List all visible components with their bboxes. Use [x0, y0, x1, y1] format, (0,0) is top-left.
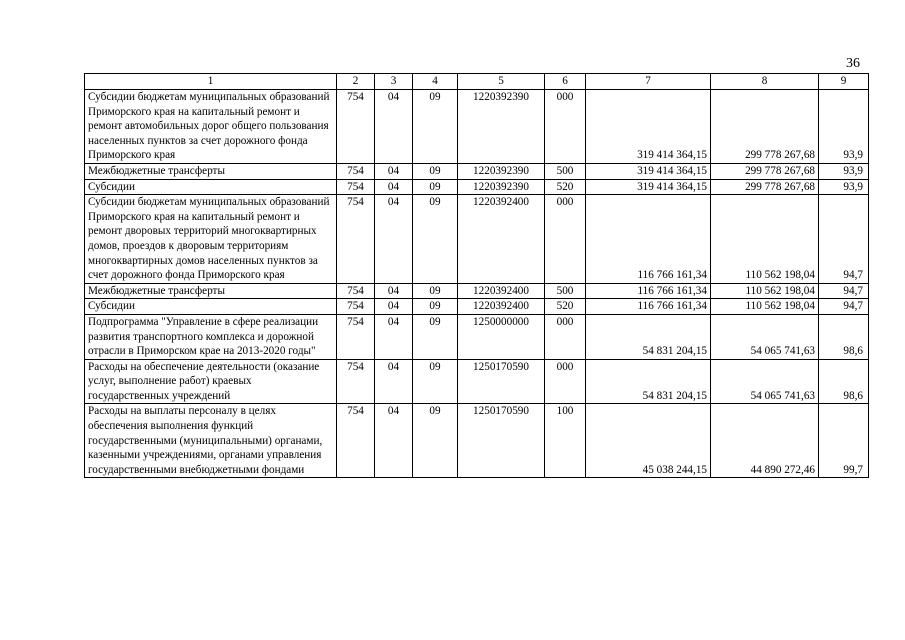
expense-type-code: 500: [545, 163, 586, 179]
planned-amount: 45 038 244,15: [586, 404, 711, 478]
table-row: [85, 299, 869, 315]
subsection-code: 09: [413, 195, 458, 284]
subsection-code: 09: [413, 299, 458, 315]
target-article-code: 1250170590: [458, 359, 545, 404]
execution-percent: 94,7: [819, 283, 869, 299]
table-row: [85, 359, 869, 404]
expense-type-code: 520: [545, 179, 586, 195]
planned-amount: 319 414 364,15: [586, 179, 711, 195]
header-row: [85, 74, 869, 90]
expense-type-code: 100: [545, 404, 586, 478]
section-code: 04: [375, 179, 413, 195]
section-code: 04: [375, 404, 413, 478]
ministry-code: 754: [337, 163, 375, 179]
subsection-code: 09: [413, 314, 458, 359]
table-row: [85, 195, 869, 284]
expense-type-code: 520: [545, 299, 586, 315]
column-header: 2: [337, 74, 375, 90]
target-article-code: 1220392400: [458, 195, 545, 284]
column-header: 7: [586, 74, 711, 90]
column-header: 1: [85, 74, 337, 90]
execution-percent: 93,9: [819, 90, 869, 164]
ministry-code: 754: [337, 404, 375, 478]
executed-amount: 110 562 198,04: [711, 299, 819, 315]
executed-amount: 299 778 267,68: [711, 179, 819, 195]
planned-amount: 319 414 364,15: [586, 163, 711, 179]
column-header: 5: [458, 74, 545, 90]
column-header: 6: [545, 74, 586, 90]
section-code: 04: [375, 283, 413, 299]
execution-percent: 93,9: [819, 163, 869, 179]
ministry-code: 754: [337, 359, 375, 404]
ministry-code: 754: [337, 90, 375, 164]
section-code: 04: [375, 299, 413, 315]
execution-percent: 98,6: [819, 314, 869, 359]
execution-percent: 93,9: [819, 179, 869, 195]
expense-type-code: 500: [545, 283, 586, 299]
subsection-code: 09: [413, 179, 458, 195]
executed-amount: 299 778 267,68: [711, 163, 819, 179]
execution-percent: 98,6: [819, 359, 869, 404]
section-code: 04: [375, 163, 413, 179]
item-name: Подпрограмма "Управление в сфере реализации развития транспортного комплекса и дорожной отрасли в Приморском крае на 2013-2020 годы": [85, 314, 337, 359]
subsection-code: 09: [413, 283, 458, 299]
planned-amount: 116 766 161,34: [586, 283, 711, 299]
table-row: [85, 283, 869, 299]
target-article-code: 1220392390: [458, 90, 545, 164]
planned-amount: 54 831 204,15: [586, 359, 711, 404]
execution-percent: 94,7: [819, 299, 869, 315]
subsection-code: 09: [413, 359, 458, 404]
executed-amount: 110 562 198,04: [711, 283, 819, 299]
item-name: Субсидии бюджетам муниципальных образований Приморского края на капитальный ремонт и ремонт автомобильных дорог общего пользования населенных пунктов за счет дорожного фонда Приморского края: [85, 90, 337, 164]
expense-type-code: 000: [545, 195, 586, 284]
item-name: Межбюджетные трансферты: [85, 283, 337, 299]
subsection-code: 09: [413, 90, 458, 164]
planned-amount: 54 831 204,15: [586, 314, 711, 359]
planned-amount: 116 766 161,34: [586, 299, 711, 315]
ministry-code: 754: [337, 314, 375, 359]
table-row: [85, 404, 869, 478]
column-header: 3: [375, 74, 413, 90]
item-name: Межбюджетные трансферты: [85, 163, 337, 179]
column-header: 8: [711, 74, 819, 90]
subsection-code: 09: [413, 163, 458, 179]
target-article-code: 1220392390: [458, 163, 545, 179]
planned-amount: 319 414 364,15: [586, 90, 711, 164]
table-row: [85, 90, 869, 164]
item-name: Субсидии: [85, 179, 337, 195]
section-code: 04: [375, 359, 413, 404]
planned-amount: 116 766 161,34: [586, 195, 711, 284]
target-article-code: 1220392400: [458, 299, 545, 315]
item-name: Расходы на выплаты персоналу в целях обеспечения выполнения функций государственными (муниципальными) органами, казенными учреждениями, органами управления государственными внебюджетными фондами: [85, 404, 337, 478]
subsection-code: 09: [413, 404, 458, 478]
target-article-code: 1250170590: [458, 404, 545, 478]
executed-amount: 54 065 741,63: [711, 359, 819, 404]
target-article-code: 1220392400: [458, 283, 545, 299]
expense-type-code: 000: [545, 359, 586, 404]
execution-percent: 94,7: [819, 195, 869, 284]
column-header: 4: [413, 74, 458, 90]
target-article-code: 1250000000: [458, 314, 545, 359]
table-row: [85, 163, 869, 179]
executed-amount: 299 778 267,68: [711, 90, 819, 164]
page-number: 36: [846, 56, 860, 71]
executed-amount: 54 065 741,63: [711, 314, 819, 359]
item-name: Расходы на обеспечение деятельности (оказание услуг, выполнение работ) краевых государственных учреждений: [85, 359, 337, 404]
budget-table: [84, 73, 869, 478]
expense-type-code: 000: [545, 314, 586, 359]
column-header: 9: [819, 74, 869, 90]
executed-amount: 110 562 198,04: [711, 195, 819, 284]
execution-percent: 99,7: [819, 404, 869, 478]
target-article-code: 1220392390: [458, 179, 545, 195]
expense-type-code: 000: [545, 90, 586, 164]
table-row: [85, 314, 869, 359]
section-code: 04: [375, 314, 413, 359]
table-row: [85, 179, 869, 195]
executed-amount: 44 890 272,46: [711, 404, 819, 478]
item-name: Субсидии бюджетам муниципальных образований Приморского края на капитальный ремонт и ремонт дворовых территорий многоквартирных домов, проездов к дворовым территориям многоквартирных домов населенных пунктов за счет дорожного фонда Приморского края: [85, 195, 337, 284]
ministry-code: 754: [337, 179, 375, 195]
item-name: Субсидии: [85, 299, 337, 315]
ministry-code: 754: [337, 299, 375, 315]
section-code: 04: [375, 90, 413, 164]
ministry-code: 754: [337, 283, 375, 299]
section-code: 04: [375, 195, 413, 284]
ministry-code: 754: [337, 195, 375, 284]
